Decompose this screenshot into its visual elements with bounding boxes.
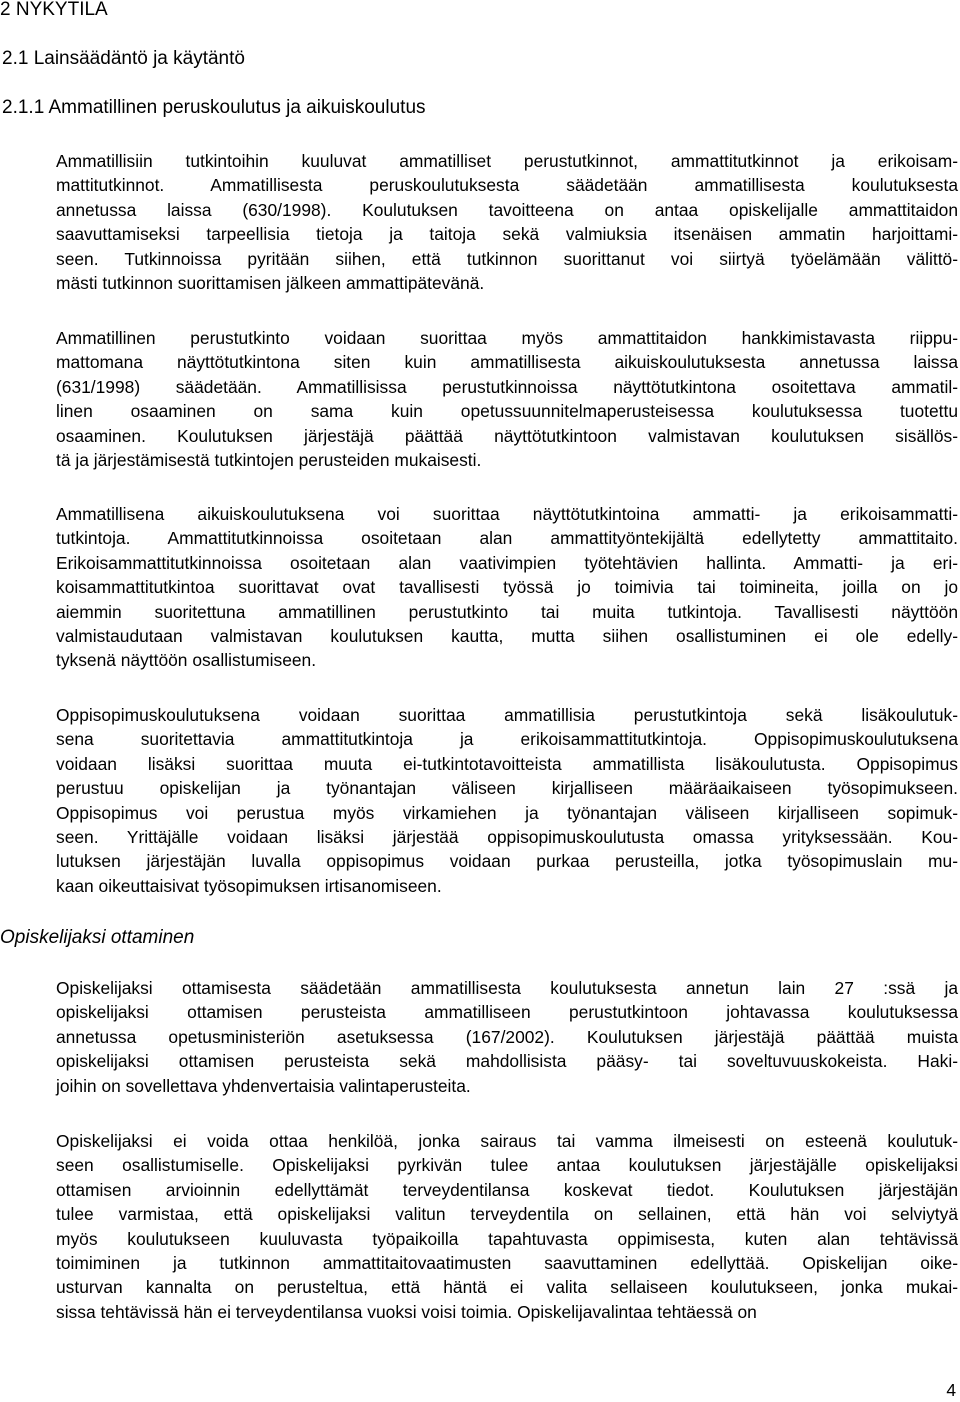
text-line: sena suoritettavia ammattitutkintoja ja erikoisammattitutkintoja. Oppisopimuskoulutuksena: [56, 729, 958, 750]
text-line: tä ja järjestämisestä tutkintojen perusteiden mukaisesti.: [56, 449, 482, 470]
paragraph-4: [56, 703, 958, 898]
text-line: aiemmin suoritettuna ammatillinen perustutkinto tai muita tutkintoja. Tavallisesti näyttöön: [56, 601, 958, 622]
text-line: Opiskelijaksi ottamisesta säädetään ammatillisesta koulutuksesta annetun lain 27 :ssä ja: [56, 978, 958, 998]
text-line: seen. Yrittäjälle voidaan lisäksi järjestää oppisopimuskoulutusta omassa yrityksessään. Kou-: [56, 826, 958, 847]
text-line: toimiminen ja tutkinnon ammattitaitovaatimusten saavuttaminen edellyttää. Opiskelijan oike-: [56, 1252, 958, 1273]
paragraph-2: [56, 326, 958, 472]
text-line: myös koulutukseen kuuluvasta työpaikoilla tapahtuvasta oppimisesta, kuten alan tehtävissä: [56, 1228, 958, 1249]
page-number: 4: [946, 1380, 956, 1400]
text-line: Oppisopimus voi perustua myös virkamiehen ja työnantajan väliseen kirjalliseen sopimuk-: [56, 802, 958, 823]
text-line: Ammatillisiin tutkintoihin kuuluvat ammatilliset perustutkinnot, ammattitutkinnot ja erikoisam-: [56, 151, 958, 171]
text-line: linen osaaminen on sama kuin opetussuunnitelmaperusteisessa koulutuksessa tuotettu: [56, 401, 958, 422]
text-line: Ammatillinen perustutkinto voidaan suorittaa myös ammattitaidon hankkimistavasta riippu-: [56, 328, 958, 348]
paragraph-5: [56, 976, 958, 1098]
text-line: (631/1998) säädetään. Ammatillisissa perustutkinnoissa näyttötutkintona osoitettava ammatil-: [56, 376, 958, 397]
text-line: usturvan kannalta on perusteltua, että häntä ei valita sellaiseen koulutukseen, jonka mukai-: [56, 1277, 958, 1298]
text-line: mästi tutkinnon suorittamisen jälkeen ammattipätevänä.: [56, 272, 485, 293]
text-line: tulee varmistaa, että opiskelijaksi valitun terveydentila on sellainen, että hän voi selviytyä: [56, 1204, 958, 1225]
subsection-heading: 2.1.1 Ammatillinen peruskoulutus ja aikuiskoulutus: [2, 97, 426, 118]
text-line: Erikoisammattitutkinnoissa osoitetaan alan vaativimpien työtehtävien hallinta. Ammatti- ja eri-: [56, 552, 958, 573]
text-line: perustuu opiskelijan ja työnantajan väliseen kirjalliseen määräaikaiseen työsopimukseen.: [56, 778, 958, 799]
paragraph-6: [56, 1129, 958, 1324]
text-line: tyksenä näyttöön osallistumiseen.: [56, 650, 317, 671]
text-line: saavuttamiseksi tarpeellisia tietoja ja taitoja sekä valmiuksia itsenäisen ammatin harjoittami-: [56, 224, 958, 245]
section-heading: 2.1 Lainsäädäntö ja käytäntö: [2, 48, 245, 69]
text-line: tutkintoja. Ammattitutkinnoissa osoitetaan alan ammattityöntekijältä edellytetty ammattitaito.: [56, 528, 958, 549]
text-line: mattitutkinnot. Ammatillisesta peruskoulutuksesta säädetään ammatillisesta koulutuksesta: [56, 175, 958, 196]
text-line: Oppisopimuskoulutuksena voidaan suorittaa ammatillisia perustutkintoja sekä lisäkoulutuk-: [56, 705, 958, 725]
text-line: sissa tehtävissä hän ei terveydentilansa vuoksi voisi toimia. Opiskelijavalintaa tehtäessä on: [56, 1301, 757, 1322]
text-line: opiskelijaksi ottamisen perusteista sekä mahdollisista pääsy- tai soveltuvuuskokeista. Haki-: [56, 1051, 958, 1072]
text-line: lutuksen järjestäjän luvalla oppisopimus voidaan purkaa perusteilla, jotka työsopimuslain mu-: [56, 851, 958, 872]
text-line: Ammatillisena aikuiskoulutuksena voi suorittaa näyttötutkintoina ammatti- ja erikoisammatti-: [56, 504, 958, 524]
text-line: annetussa laissa (630/1998). Koulutuksen tavoitteena on antaa opiskelijalle ammattitaidon: [56, 199, 958, 220]
text-line: annetussa opetusministeriön asetuksessa (167/2002). Koulutuksen järjestäjä päättää muista: [56, 1026, 958, 1047]
subheading-opiskelijaksi-ottaminen: Opiskelijaksi ottaminen: [0, 927, 195, 948]
paragraph-3: [56, 502, 958, 673]
text-line: osaaminen. Koulutuksen järjestäjä päättää näyttötutkintoon valmistavan koulutuksen sisällös-: [56, 425, 958, 446]
paragraph-1: [56, 149, 958, 295]
chapter-heading: 2 NYKYTILA: [0, 0, 108, 20]
text-line: Opiskelijaksi ei voida ottaa henkilöä, jonka sairaus tai vamma ilmeisesti on esteenä koulutuk-: [56, 1131, 958, 1151]
text-line: seen. Tutkinnoissa pyritään siihen, että tutkinnon suorittanut voi siirtyä työelämään välittö-: [56, 248, 958, 269]
text-line: mattomana näyttötutkintona siten kuin ammatillisesta aikuiskoulutuksesta annetussa laissa: [56, 352, 958, 373]
text-line: kaan oikeuttaisivat työsopimuksen irtisanomiseen.: [56, 875, 442, 896]
text-line: seen osallistumiselle. Opiskelijaksi pyrkivän tulee antaa koulutuksen järjestäjälle opiskelijaksi: [56, 1155, 958, 1176]
text-line: ottamisen arvioinnin edellyttämät terveydentilansa koskevat tiedot. Koulutuksen järjestäjän: [56, 1179, 958, 1200]
text-line: joihin on sovellettava yhdenvertaisia valintaperusteita.: [56, 1075, 471, 1096]
text-line: voidaan lisäksi suorittaa muuta ei-tutkintotavoitteista ammatillista lisäkoulutusta. Oppisopimus: [56, 753, 958, 774]
text-line: opiskelijaksi ottamisen perusteista ammatilliseen perustutkintoon johtavassa koulutuksessa: [56, 1002, 958, 1023]
text-line: valmistaudutaan valmistavan koulutuksen kautta, mutta siihen osallistuminen ei ole edelly-: [56, 625, 958, 646]
text-line: koisammattitutkintoa suorittavat ovat tavallisesti työssä jo toimivia tai toimineita, joilla on jo: [56, 577, 958, 598]
